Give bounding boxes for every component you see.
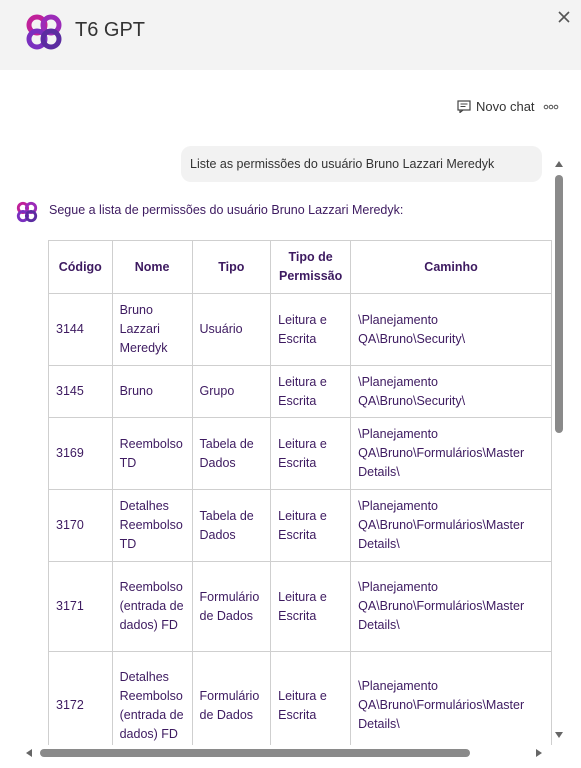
cell-caminho: \Planejamento QA\Bruno\Formulários\Master Details\ <box>351 562 552 652</box>
cell-caminho: \Planejamento QA\Bruno\Security\ <box>351 294 552 366</box>
table-row <box>49 490 552 562</box>
header-tipo-permissao: Tipo de Permissão <box>271 241 351 294</box>
cell-tipo: Formulário de Dados <box>192 652 271 746</box>
table-header-row <box>49 241 552 294</box>
permissions-table <box>48 240 552 745</box>
cell-codigo: 3144 <box>49 294 113 366</box>
cell-codigo: 3172 <box>49 652 113 746</box>
scroll-left-arrow-icon[interactable] <box>25 748 33 758</box>
cell-codigo: 3171 <box>49 562 113 652</box>
scroll-up-arrow-icon[interactable] <box>554 160 564 168</box>
chat-bubble-icon <box>457 100 471 113</box>
cell-caminho: \Planejamento QA\Bruno\Formulários\Master Details\ <box>351 490 552 562</box>
cell-tipo-permissao: Leitura e Escrita <box>271 418 351 490</box>
table-row <box>49 652 552 746</box>
cell-nome: Reembolso (entrada de dados) FD <box>112 562 192 652</box>
cell-nome: Bruno Lazzari Meredyk <box>112 294 192 366</box>
cell-nome: Detalhes Reembolso TD <box>112 490 192 562</box>
table-row <box>49 418 552 490</box>
bot-avatar <box>16 201 38 223</box>
table-row <box>49 366 552 418</box>
app-title: T6 GPT <box>75 19 146 41</box>
cell-codigo: 3170 <box>49 490 113 562</box>
cell-caminho: \Planejamento QA\Bruno\Formulários\Master Details\ <box>351 418 552 490</box>
cell-caminho: \Planejamento QA\Bruno\Security\ <box>351 366 552 418</box>
app-header <box>0 0 581 70</box>
vertical-scroll-thumb[interactable] <box>555 175 563 433</box>
more-dots-icon[interactable] <box>543 104 559 110</box>
cell-tipo-permissao: Leitura e Escrita <box>271 562 351 652</box>
cell-nome: Bruno <box>112 366 192 418</box>
cell-tipo-permissao: Leitura e Escrita <box>271 294 351 366</box>
cell-tipo-permissao: Leitura e Escrita <box>271 652 351 746</box>
t6-logo-icon <box>25 13 63 51</box>
cell-tipo: Formulário de Dados <box>192 562 271 652</box>
cell-nome: Detalhes Reembolso (entrada de dados) FD <box>112 652 192 746</box>
cell-caminho: \Planejamento QA\Bruno\Formulários\Master Details\ <box>351 652 552 746</box>
header-nome: Nome <box>112 241 192 294</box>
scroll-right-arrow-icon[interactable] <box>535 748 543 758</box>
cell-tipo: Grupo <box>192 366 271 418</box>
horizontal-scroll-thumb[interactable] <box>40 749 470 757</box>
table-row <box>49 294 552 366</box>
header-tipo: Tipo <box>192 241 271 294</box>
bot-message: Segue a lista de permissões do usuário Bruno Lazzari Meredyk: <box>49 203 404 217</box>
cell-tipo-permissao: Leitura e Escrita <box>271 366 351 418</box>
cell-tipo: Usuário <box>192 294 271 366</box>
cell-codigo: 3145 <box>49 366 113 418</box>
chat-area <box>0 140 552 745</box>
new-chat-label: Novo chat <box>476 98 535 114</box>
new-chat-button[interactable] <box>457 97 535 115</box>
scroll-down-arrow-icon[interactable] <box>554 731 564 739</box>
table-row <box>49 562 552 652</box>
user-message: Liste as permissões do usuário Bruno Lazzari Meredyk <box>181 146 542 182</box>
cell-nome: Reembolso TD <box>112 418 192 490</box>
cell-codigo: 3169 <box>49 418 113 490</box>
cell-tipo-permissao: Leitura e Escrita <box>271 490 351 562</box>
header-caminho: Caminho <box>351 241 552 294</box>
close-icon[interactable] <box>555 8 573 26</box>
header-codigo: Código <box>49 241 113 294</box>
cell-tipo: Tabela de Dados <box>192 490 271 562</box>
cell-tipo: Tabela de Dados <box>192 418 271 490</box>
